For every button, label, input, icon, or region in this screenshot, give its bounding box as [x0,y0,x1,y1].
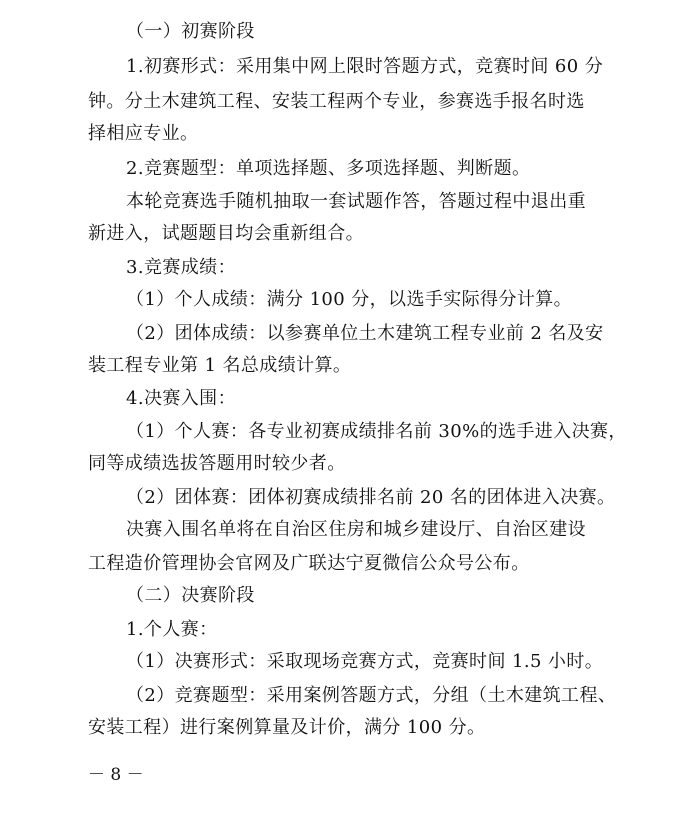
paragraph-line: 钟。分土木建筑工程、安装工程两个专业，参赛选手报名时选 [88,91,585,112]
paragraph-line: 1.个人赛： [126,619,218,640]
paragraph-line: 决赛入围名单将在自治区住房和城乡建设厅、自治区建设 [126,519,586,540]
page-number: － 8 － [88,765,144,785]
paragraph-line: 本轮竞赛选手随机抽取一套试题作答，答题过程中退出重 [126,191,586,212]
paragraph-line: 安装工程）进行案例算量及计价，满分 100 分。 [88,717,486,738]
section-heading-final: （二）决赛阶段 [126,585,255,606]
section-heading-preliminary: （一）初赛阶段 [126,21,255,42]
paragraph-line: 择相应专业。 [88,123,199,144]
paragraph-line: （2）团体赛：团体初赛成绩排名前 20 名的团体进入决赛。 [126,487,616,508]
paragraph-line: （2）团体成绩：以参赛单位土木建筑工程专业前 2 名及安 [126,323,604,344]
paragraph-line: （1）个人赛：各专业初赛成绩排名前 30%的选手进入决赛， [126,421,627,442]
paragraph-line: 4.决赛入围： [126,388,236,409]
paragraph-line: （1）决赛形式：采取现场竞赛方式，竞赛时间 1.5 小时。 [126,651,604,672]
paragraph-line: 工程造价管理协会官网及广联达宁夏微信公众号公布。 [88,553,530,574]
paragraph-line: 新进入，试题题目均会重新组合。 [88,223,364,244]
paragraph-line: 装工程专业第 1 名总成绩计算。 [88,355,352,376]
paragraph-line: 3.竞赛成绩： [126,257,236,278]
paragraph-line: （1）个人成绩：满分 100 分，以选手实际得分计算。 [126,289,573,310]
paragraph-line: 2.竞赛题型：单项选择题、多项选择题、判断题。 [126,158,531,179]
paragraph-line: 1.初赛形式：采用集中网上限时答题方式，竞赛时间 60 分 [126,56,604,77]
paragraph-line: 同等成绩选拔答题用时较少者。 [88,453,346,474]
paragraph-line: （2）竞赛题型：采用案例答题方式，分组（土木建筑工程、 [126,685,617,706]
